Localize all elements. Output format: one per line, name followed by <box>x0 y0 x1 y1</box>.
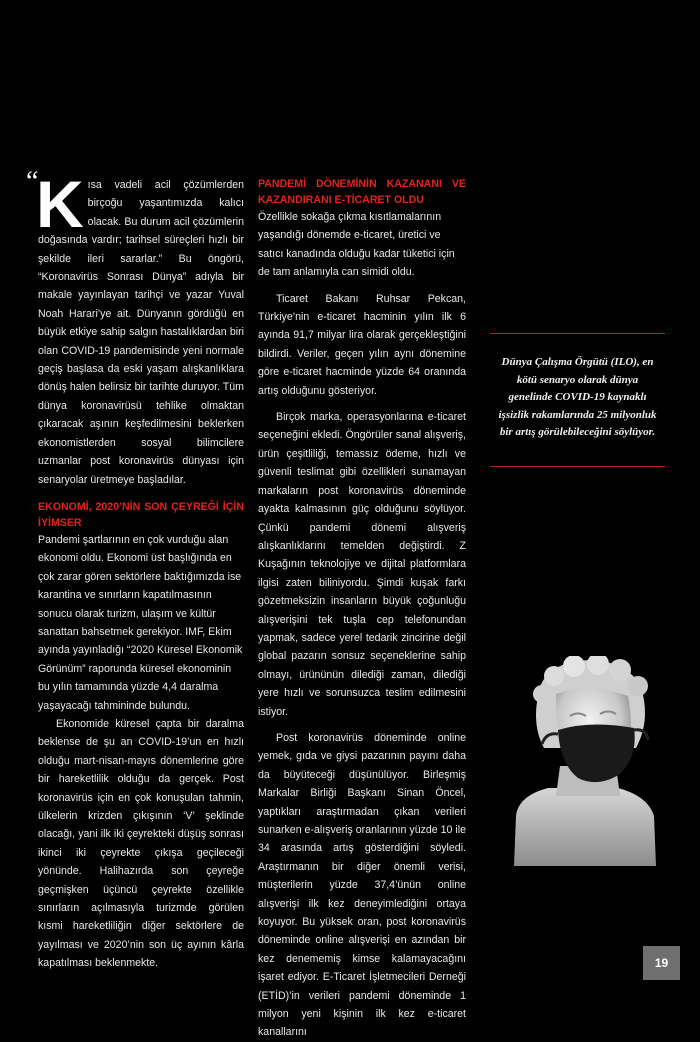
ecommerce-paragraph-1: Özellikle sokağa çıkma kısıtlamalarının yaşandığı dönemde e-ticaret, üretici ve satıcı kanadında olduğu kadar tüketici için de tam anlamıyla can simidi oldu. <box>258 211 455 279</box>
article-column-right <box>258 176 466 1042</box>
intro-paragraph <box>36 167 244 489</box>
section-heading-economy: EKONOMİ, 2020’NİN SON ÇEYREĞİ İÇİN İYİMSER <box>38 500 244 529</box>
masked-statue-bust-image <box>498 656 678 871</box>
article-column-left <box>36 167 244 973</box>
page-number: 19 <box>643 946 680 980</box>
drop-cap: K <box>36 167 84 241</box>
ecommerce-paragraph-2: Ticaret Bakanı Ruhsar Pekcan, Türkiye’nin e-ticaret hacminin yılın ilk 6 ayında 91,7 milyar lira olarak gerçekleştiğini bildirdi. Veriler, geçen yılın aynı dönemine göre e-ticaret hacminde yüzde 64 oranında artış olduğunu gösteriyor. <box>258 292 466 397</box>
pull-quote-text: Dünya Çalışma Örgütü (ILO), en kötü senaryo olarak dünya genelinde COVID-19 kaynaklı işsizlik rakamlarında 25 milyonluk bir artış görülebileceğini söylüyor. <box>498 356 657 438</box>
economy-paragraph-2: Ekonomide küresel çapta bir daralma beklense de şu an COVID-19’un en hızlı olduğu mart-nisan-mayıs dönemlerine göre bir hareketlilik olduğu da gerçek. Post koronavirüs için en çok konuşulan tahmin, ülkelerin krizden çıkışının ‘V’ şeklinde olacağı, yani ilk iki çeyrekteki düşüş sonrası ikinci iki çeyrekte çıkışa geçileceği yönünde. Halihazırda son çeyreğe geçmişken üçüncü çeyrekte özellikle sınırların açılmasıyla turizmde görülen kısmi hareketliliğin diğer sektörlere de yayılması ve 2020’nin son üç ayının kârla kapatılması beklenmekte. <box>38 717 244 970</box>
section-heading-ecommerce: PANDEMİ DÖNEMİNİN KAZANANI VE KAZANDIRANI E-TİCARET OLDU <box>258 178 466 206</box>
pull-quote-bottom-rule <box>490 466 665 467</box>
opening-quote-mark: “ <box>26 166 39 197</box>
intro-text: ısa vadeli acil çözümlerden birçoğu yaşantımızda kalıcı olacak. Bu durum acil çözümlerin doğasında vardır; tarihsel süreçleri hızlı bir şekilde ileri sararlar.” Bu öngörü, “Koronavirüs Sonrası Dünya” adıyla bir makale yayınlayan tarihçi ve yazar Yuval Noah Harari’ye ait. Dünyanın gördüğü en büyük etkiye sahip salgın hastalıklardan biri olan COVID-19 pandemisinde yeni normale geçiş başlasa da eski yaşam alışkanlıklara dönüş halen belirsiz bir tarihte duruyor. Tüm dünya koronavirüsü tehlike olmaktan çıkaracak aşının keşfedilmesini beklerken ekonomistlerden sosyal bilimcilere uzmanlar post koronavirüs dünyası için senaryolar üretmeye başladılar. <box>38 179 244 486</box>
pull-quote <box>490 333 665 467</box>
ecommerce-paragraph-4: Post koronavirüs döneminde online yemek, gıda ve giysi pazarının payını daha da büyüteceği düşünülüyor. Birleşmiş Markalar Birliği Başkanı Sinan Öncel, yaptıkları araştırmadan çıkan verileri sunarken e-alışveriş oranlarının yüzde 10 ile 34 arasında artış gösterdiğini söyledi. Araştırmanın bir diğer önemli verisi, müşterilerin yüzde 37,4’ünün online alışverişi ilk kez deneyimlediğini ortaya koyuyor. Bu yüksek oran, post koronavirüs döneminde online alışverişi en azından bir kez denememiş kimse kalamayacağını işaret ediyor. E-Ticaret İşletmecileri Derneği (ETİD)’in verileri pandemi döneminde 1 milyon yeni kişinin ilk kez e-ticaret kanallarını <box>258 731 466 1039</box>
ecommerce-paragraph-3: Birçok marka, operasyonlarına e-ticaret seçeneğini ekledi. Öngörüler sanal alışveriş, ürün çeşitliliği, temassız ödeme, hızlı ve güvenli teslimat gibi özellikleri sunamayan markaların post koronavirüs döneminde ayakta kalmasının güç olduğunu söylüyor. Çünkü pandemi dönemi alışveriş alışkanlıklarını temelden değiştirdi. Z Kuşağının teknolojiye ve dijital platformlara ilgisi zaten biliniyordu. Şimdi kuşak farkı gözetmeksizin insanların büyük çoğunluğu alışverişini tek tuşla cep telefonundan yapmak, sadece yerel tedarik zincirine değil global pazarın sonsuz seçeneklerine sahip olmayı, ürününün dilediği zaman, dilediği yere hızlı ve sorunsuzca teslim edilmesini istiyor. <box>258 411 466 718</box>
economy-paragraph-1: Pandemi şartlarının en çok vurduğu alan ekonomi oldu. Ekonomi üst başlığında en çok zarar gören sektörlere baktığımızda ise karantina ve sınırların kapatılmasının sonucu olarak turizm, ulaşım ve kültür sanattan bahsetmek gerekiyor. IMF, Ekim ayında yayınladığı “2020 Küresel Ekonomik Görünüm” raporunda küresel ekonominin bu yılın tamamında yüzde 4,4 daralma yaşayacağı tahmininde bulundu. <box>38 533 243 712</box>
